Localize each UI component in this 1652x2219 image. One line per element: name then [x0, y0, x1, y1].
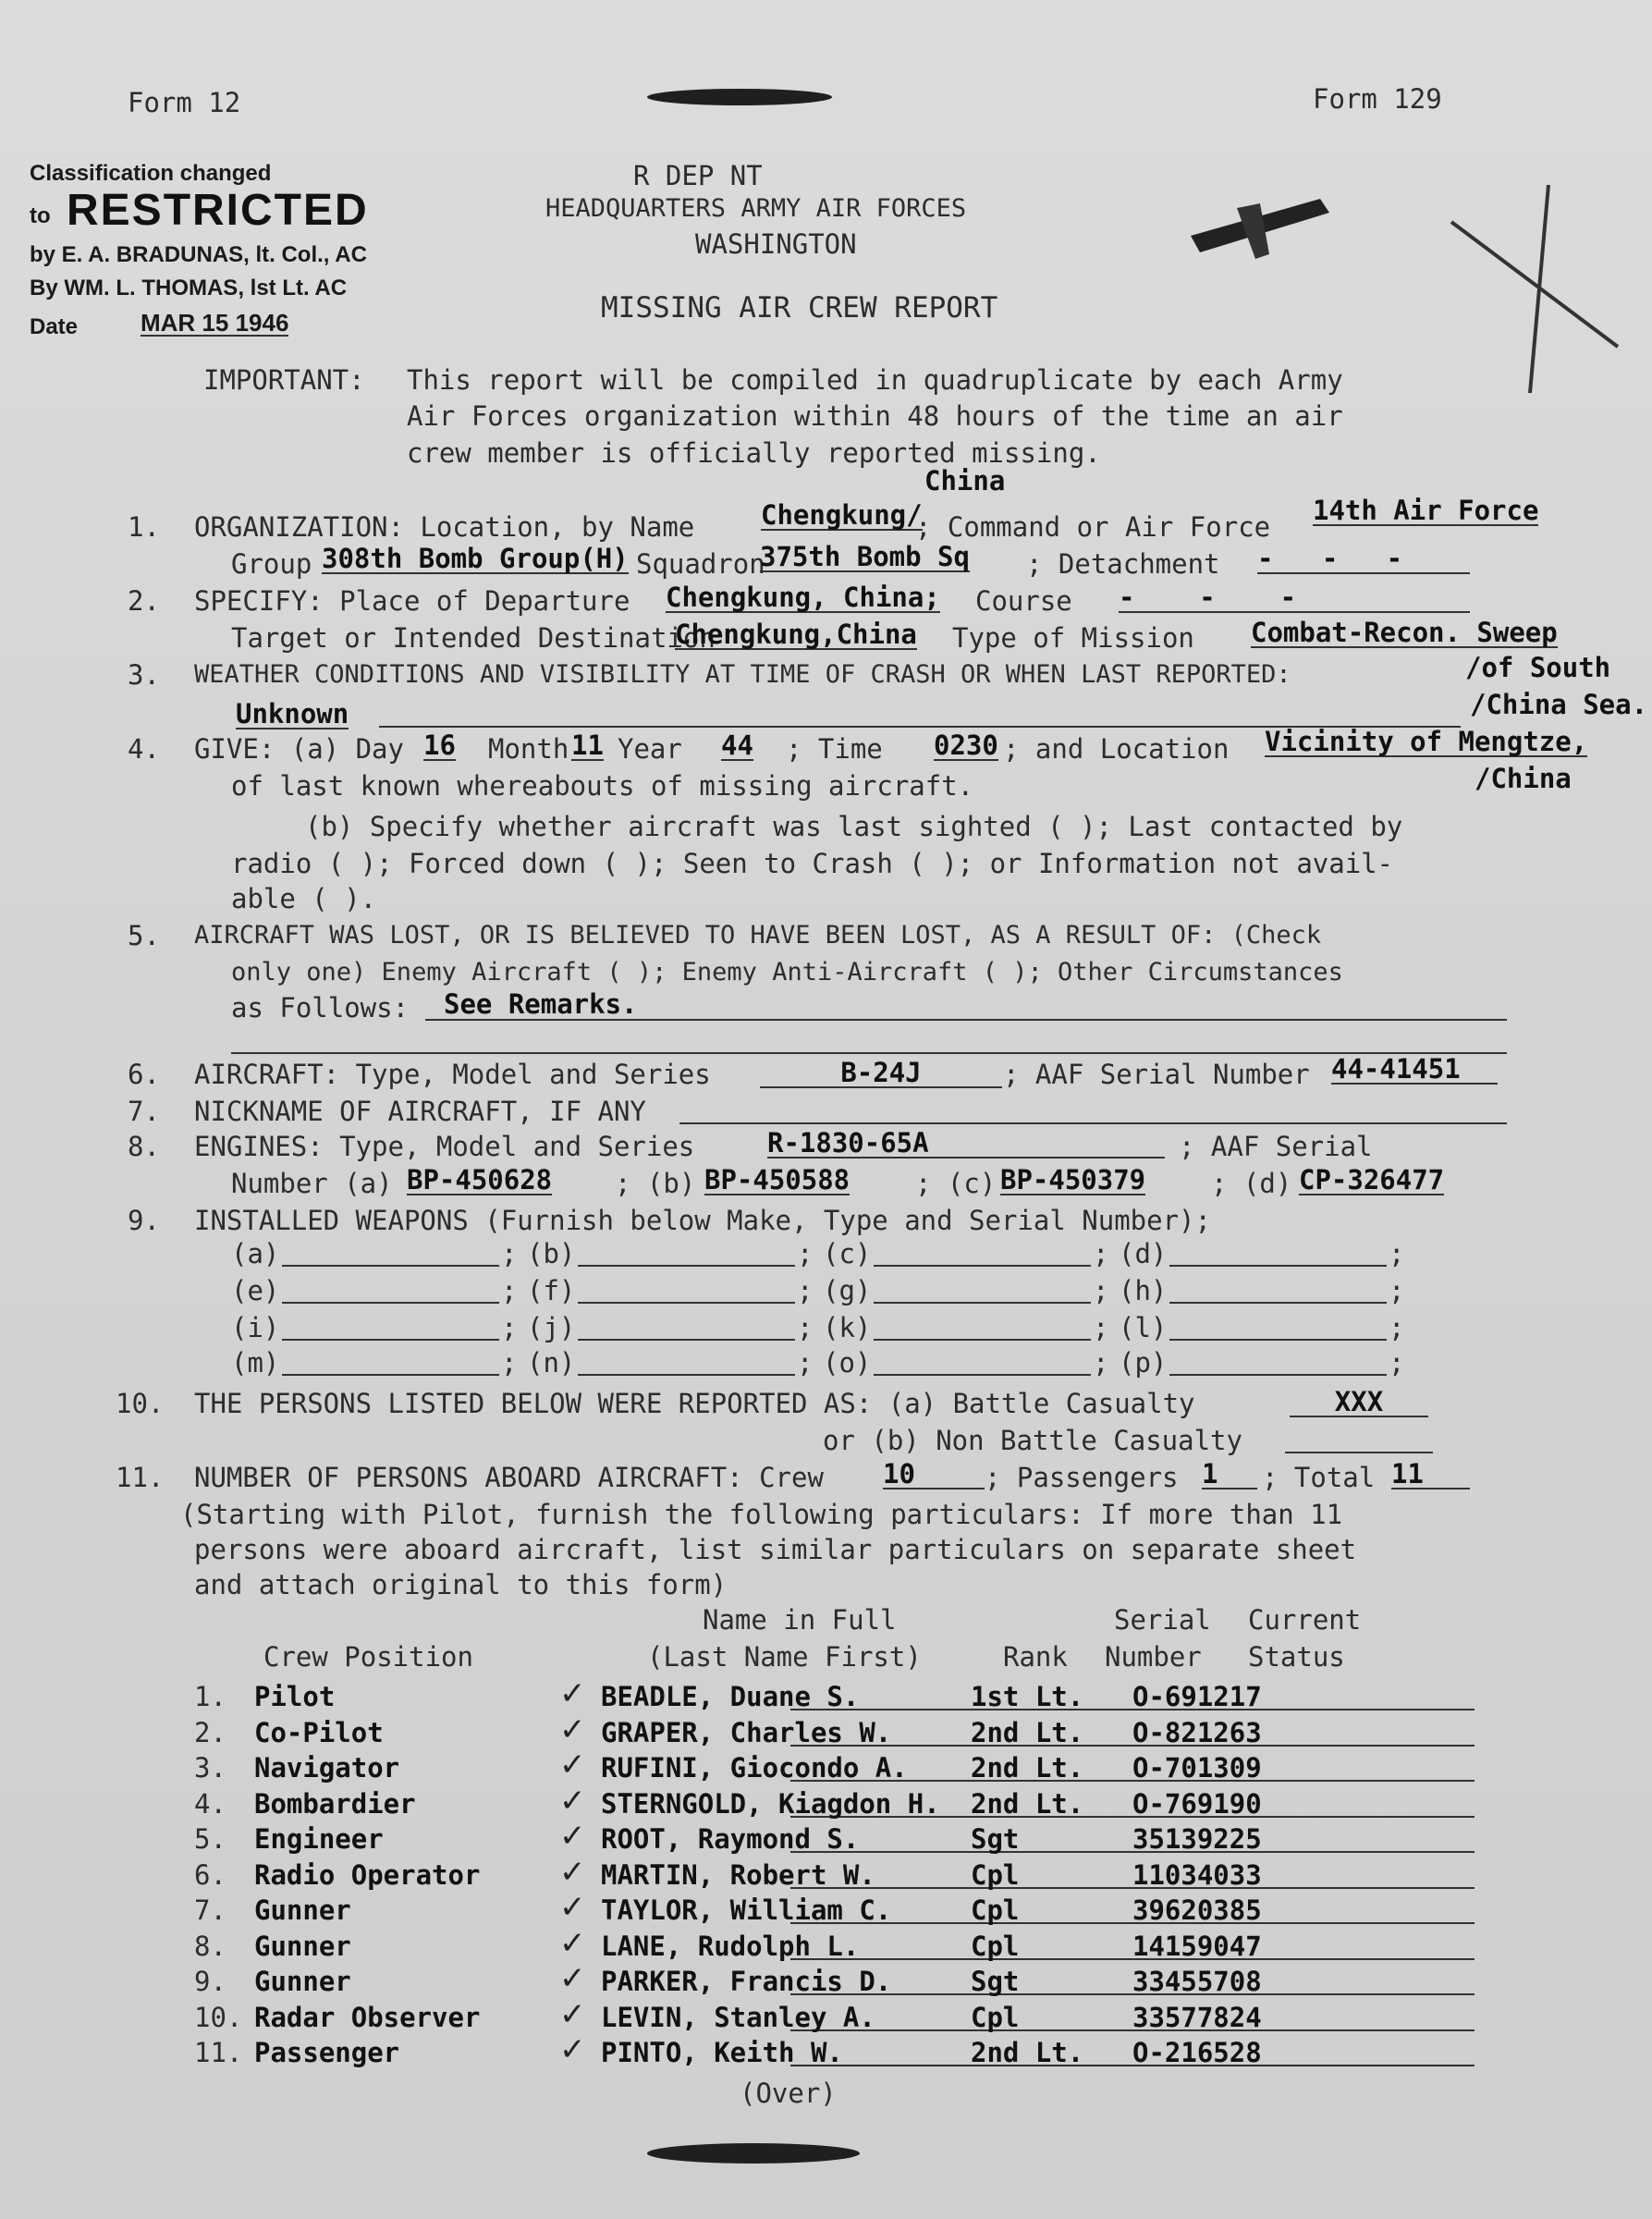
- engine-number-c-label: ; (c): [915, 1168, 997, 1199]
- crew-row: [194, 1752, 1488, 1787]
- location-label: ; and Location: [1003, 733, 1230, 765]
- weapon-slot-line: [1169, 1339, 1387, 1341]
- check-mark-icon: ✓: [559, 2031, 586, 2068]
- weapon-slot-label: (g): [823, 1275, 872, 1306]
- item-1-number: 1.: [128, 511, 160, 543]
- whereabouts-text: of last known whereabouts of missing aircraft.: [231, 770, 974, 802]
- crew-name: GRAPER, Charles W.: [601, 1717, 892, 1748]
- weapon-slot-label: (d): [1119, 1238, 1168, 1269]
- header-last-name-first: (Last Name First): [647, 1641, 922, 1673]
- weapon-slot-label: (h): [1119, 1275, 1168, 1306]
- crew-row-number: 3.: [194, 1752, 226, 1784]
- year-label: Year: [618, 733, 682, 765]
- weapon-slot-separator: ;: [1389, 1312, 1405, 1343]
- airplane-doodle-icon: [1181, 180, 1339, 268]
- weapon-slot-line: [1169, 1374, 1387, 1376]
- weapon-slot-separator: ;: [1093, 1275, 1109, 1306]
- item-7-number: 7.: [128, 1096, 160, 1127]
- weapon-slot-label: (f): [527, 1275, 576, 1306]
- crew-position: Gunner: [254, 1966, 351, 1997]
- engine-serial-label: ; AAF Serial: [1179, 1131, 1373, 1162]
- weapon-slot-line: [282, 1302, 499, 1304]
- weather-value: Unknown: [236, 698, 349, 729]
- total-count-value: 11: [1391, 1461, 1470, 1490]
- weapon-slot-line: [874, 1302, 1091, 1304]
- weapon-slot-label: (e): [231, 1275, 280, 1306]
- casualty-label: THE PERSONS LISTED BELOW WERE REPORTED AS: (a) Battle Casualty: [194, 1388, 1195, 1419]
- crew-position: Engineer: [254, 1823, 384, 1855]
- crew-rank: Cpl: [971, 1859, 1020, 1891]
- header-status: Status: [1248, 1641, 1345, 1673]
- classification-date: MAR 15 1946: [141, 309, 289, 337]
- item-10-number: 10.: [116, 1388, 165, 1419]
- detachment-label: ; Detachment: [1026, 548, 1220, 580]
- crew-row-number: 8.: [194, 1931, 226, 1962]
- departure-value: Chengkung, China;: [666, 582, 940, 613]
- weapon-slot-separator: ;: [797, 1312, 814, 1343]
- crew-row: [194, 1859, 1488, 1894]
- header-crew-position: Crew Position: [263, 1641, 473, 1673]
- classification-line-4: By WM. L. THOMAS, lst Lt. AC: [30, 276, 348, 300]
- command-value: 14th Air Force: [1313, 495, 1539, 526]
- header-serial: Serial: [1114, 1604, 1211, 1636]
- year-value: 44: [721, 729, 753, 761]
- classification-line-2a: to: [30, 203, 51, 228]
- crew-row-number: 6.: [194, 1859, 226, 1891]
- weapon-slot-separator: ;: [1389, 1238, 1405, 1269]
- crew-row-number: 11.: [194, 2037, 243, 2068]
- check-mark-icon: ✓: [559, 1747, 586, 1784]
- crew-row: [194, 1681, 1488, 1716]
- weapon-slot-label: (b): [527, 1238, 576, 1269]
- x-mark-icon: [1442, 185, 1627, 398]
- engine-number-b-label: ; (b): [615, 1168, 696, 1199]
- crew-rank: 2nd Lt.: [971, 1752, 1084, 1784]
- header-current: Current: [1248, 1604, 1362, 1636]
- check-mark-icon: ✓: [559, 1854, 586, 1891]
- crew-serial: 33455708: [1132, 1966, 1262, 1997]
- sighting-line-3: able ( ).: [231, 883, 377, 914]
- engine-number-d-label: ; (d): [1211, 1168, 1292, 1199]
- sighting-line-1: (b) Specify whether aircraft was last sighted ( ); Last contacted by: [305, 811, 1403, 842]
- crew-position: Bombardier: [254, 1788, 416, 1820]
- classification-date-label: Date: [30, 314, 79, 339]
- battle-casualty-value: XXX: [1290, 1389, 1428, 1417]
- crew-position: Gunner: [254, 1894, 351, 1926]
- weapon-slot-label: (l): [1119, 1312, 1168, 1343]
- crew-serial: O-216528: [1132, 2037, 1262, 2068]
- weapon-slot-label: (j): [527, 1312, 576, 1343]
- weather-label: WEATHER CONDITIONS AND VISIBILITY AT TIME OF CRASH OR WHEN LAST REPORTED:: [194, 660, 1291, 689]
- crew-position: Radar Observer: [254, 2002, 481, 2033]
- weapon-slot-separator: ;: [797, 1347, 814, 1379]
- passengers-count-value: 1: [1202, 1461, 1257, 1490]
- weapon-slot-separator: ;: [501, 1238, 518, 1269]
- group-value: 308th Bomb Group(H): [322, 543, 629, 574]
- crew-name: STERNGOLD, Kiagdon H.: [601, 1788, 940, 1820]
- important-label: IMPORTANT:: [203, 364, 365, 396]
- last-location-value: Vicinity of Mengtze,: [1265, 726, 1588, 757]
- check-mark-icon: ✓: [559, 1675, 586, 1712]
- time-label: ; Time: [786, 733, 883, 765]
- crew-row: [194, 1966, 1488, 2001]
- weapon-slot-line: [874, 1374, 1091, 1376]
- crew-row-number: 7.: [194, 1894, 226, 1926]
- crew-count-value: 10: [883, 1461, 985, 1490]
- crew-serial: O-691217: [1132, 1681, 1262, 1712]
- organization-label: ORGANIZATION: Location, by Name: [194, 511, 695, 543]
- check-mark-icon: ✓: [559, 1711, 586, 1748]
- mission-label: Type of Mission: [952, 622, 1194, 654]
- crew-row-number: 10.: [194, 2002, 243, 2033]
- crew-row: [194, 1788, 1488, 1823]
- loss-cause-line-3: as Follows:: [231, 992, 410, 1024]
- persons-aboard-line-4: and attach original to this form): [194, 1569, 728, 1600]
- last-location-continued: /China: [1475, 763, 1572, 794]
- aircraft-serial-value: 44-41451: [1331, 1056, 1498, 1085]
- weapon-slot-label: (i): [231, 1312, 280, 1343]
- weapon-slot-label: (a): [231, 1238, 280, 1269]
- weapon-slot-separator: ;: [1093, 1238, 1109, 1269]
- redaction-mark-bottom: [647, 2143, 860, 2164]
- form-number-right: Form 129: [1313, 83, 1442, 115]
- weapon-slot-separator: ;: [501, 1312, 518, 1343]
- crew-rank: Cpl: [971, 1894, 1020, 1926]
- crew-row: [194, 1931, 1488, 1966]
- crew-name: MARTIN, Robert W.: [601, 1859, 875, 1891]
- mission-value-continued-2: /China Sea.: [1470, 689, 1648, 720]
- engine-serial-a: BP-450628: [407, 1164, 553, 1195]
- month-label: Month: [488, 733, 569, 765]
- crew-position: Pilot: [254, 1681, 336, 1712]
- weapon-slot-label: (c): [823, 1238, 872, 1269]
- check-mark-icon: ✓: [559, 1996, 586, 2033]
- crew-position: Navigator: [254, 1752, 400, 1784]
- classification-line-3: by E. A. BRADUNAS, lt. Col., AC: [30, 242, 367, 267]
- weapon-slot-separator: ;: [797, 1238, 814, 1269]
- classification-line-1: Classification changed: [30, 161, 272, 186]
- loss-cause-line-1: AIRCRAFT WAS LOST, OR IS BELIEVED TO HAVE BEEN LOST, AS A RESULT OF: (Check: [194, 921, 1322, 950]
- item-9-number: 9.: [128, 1205, 160, 1236]
- engines-label: ENGINES: Type, Model and Series: [194, 1131, 695, 1162]
- departure-label: SPECIFY: Place of Departure: [194, 585, 630, 617]
- department-line-1: R DEP NT: [633, 160, 763, 191]
- weapon-slot-label: (n): [527, 1347, 576, 1379]
- crew-name: BEADLE, Duane S.: [601, 1681, 860, 1712]
- loss-cause-line-2: only one) Enemy Aircraft ( ); Enemy Anti-Aircraft ( ); Other Circumstances: [231, 958, 1343, 987]
- detachment-value: - - -: [1257, 546, 1470, 574]
- crew-rank: 1st Lt.: [971, 1681, 1084, 1712]
- crew-rank: Sgt: [971, 1966, 1020, 1997]
- persons-aboard-line-3: persons were aboard aircraft, list similar particulars on separate sheet: [194, 1534, 1357, 1565]
- crew-serial: O-769190: [1132, 1788, 1262, 1820]
- crew-serial: 11034033: [1132, 1859, 1262, 1891]
- crew-name: RUFINI, Giocondo A.: [601, 1752, 908, 1784]
- check-mark-icon: ✓: [559, 1960, 586, 1997]
- crew-name: ROOT, Raymond S.: [601, 1823, 860, 1855]
- crew-serial: 14159047: [1132, 1931, 1262, 1962]
- group-label: Group: [231, 548, 312, 580]
- restricted-stamp: RESTRICTED: [67, 186, 369, 235]
- give-day-label: GIVE: (a) Day: [194, 733, 404, 765]
- weapon-slot-separator: ;: [1389, 1275, 1405, 1306]
- loss-cause-value: See Remarks.: [444, 988, 638, 1020]
- item-3-number: 3.: [128, 659, 160, 691]
- crew-rank: Sgt: [971, 1823, 1020, 1855]
- aircraft-type-value: B-24J: [760, 1060, 1002, 1088]
- weapon-slot-separator: ;: [797, 1275, 814, 1306]
- loss-cause-underline-2: [231, 1052, 1507, 1054]
- squadron-label: Squadron: [636, 548, 765, 580]
- check-mark-icon: ✓: [559, 1889, 586, 1926]
- total-label: ; Total: [1262, 1462, 1376, 1493]
- time-value: 0230: [934, 729, 998, 761]
- crew-name: LEVIN, Stanley A.: [601, 2002, 875, 2033]
- check-mark-icon: ✓: [559, 1783, 586, 1820]
- important-line-3: crew member is officially reported missing.: [407, 437, 1101, 469]
- weapon-slot-line: [578, 1374, 795, 1376]
- weapon-slot-line: [578, 1339, 795, 1341]
- weapon-slot-line: [282, 1374, 499, 1376]
- item-5-number: 5.: [128, 920, 160, 951]
- item-4-number: 4.: [128, 733, 160, 765]
- crew-row: [194, 1717, 1488, 1752]
- weapon-slot-separator: ;: [501, 1275, 518, 1306]
- engine-serial-d: CP-326477: [1299, 1164, 1445, 1195]
- engine-number-a-label: Number (a): [231, 1168, 393, 1199]
- target-value: Chengkung,China: [675, 619, 917, 650]
- weapon-slot-line: [578, 1265, 795, 1267]
- department-line-2: HEADQUARTERS ARMY AIR FORCES: [545, 194, 967, 223]
- weapon-slot-separator: ;: [501, 1347, 518, 1379]
- check-mark-icon: ✓: [559, 1925, 586, 1962]
- engine-serial-b: BP-450588: [704, 1164, 850, 1195]
- crew-serial: O-701309: [1132, 1752, 1262, 1784]
- mission-value-continued-1: /of South: [1465, 652, 1611, 683]
- weapon-slot-line: [578, 1302, 795, 1304]
- course-value: - - -: [1119, 584, 1470, 613]
- weapon-slot-label: (o): [823, 1347, 872, 1379]
- crew-row-number: 4.: [194, 1788, 226, 1820]
- weapon-slot-separator: ;: [1093, 1312, 1109, 1343]
- weapon-slot-label: (m): [231, 1347, 280, 1379]
- crew-position: Gunner: [254, 1931, 351, 1962]
- weapon-slot-line: [282, 1265, 499, 1267]
- crew-position: Radio Operator: [254, 1859, 481, 1891]
- weapons-label: INSTALLED WEAPONS (Furnish below Make, Type and Serial Number);: [194, 1205, 1211, 1236]
- sighting-line-2: radio ( ); Forced down ( ); Seen to Crash ( ); or Information not avail-: [231, 848, 1394, 879]
- form-number-left: Form 12: [128, 87, 241, 118]
- crew-name: PINTO, Keith W.: [601, 2037, 843, 2068]
- location-value: Chengkung/: [761, 499, 923, 531]
- crew-position: Passenger: [254, 2037, 400, 2068]
- crew-name: PARKER, Francis D.: [601, 1966, 892, 1997]
- crew-rank: Cpl: [971, 2002, 1020, 2033]
- crew-rank: 2nd Lt.: [971, 1717, 1084, 1748]
- crew-row: [194, 1823, 1488, 1858]
- crew-name: TAYLOR, William C.: [601, 1894, 892, 1926]
- course-label: Course: [975, 585, 1072, 617]
- location-country: China: [924, 465, 1006, 497]
- crew-position: Co-Pilot: [254, 1717, 384, 1748]
- item-6-number: 6.: [128, 1059, 160, 1090]
- weapon-slot-line: [874, 1339, 1091, 1341]
- aircraft-type-label: AIRCRAFT: Type, Model and Series: [194, 1059, 711, 1090]
- header-number: Number: [1105, 1641, 1202, 1673]
- crew-row-number: 2.: [194, 1717, 226, 1748]
- command-label: ; Command or Air Force: [915, 511, 1271, 543]
- loss-cause-underline-1: [425, 1019, 1507, 1021]
- non-battle-casualty-label: or (b) Non Battle Casualty: [823, 1425, 1242, 1456]
- item-11-number: 11.: [116, 1462, 165, 1493]
- passengers-label: ; Passengers: [985, 1462, 1179, 1493]
- target-label: Target or Intended Destination: [231, 622, 716, 654]
- crew-serial: O-821263: [1132, 1717, 1262, 1748]
- crew-row: [194, 2002, 1488, 2037]
- important-line-2: Air Forces organization within 48 hours of the time an air: [407, 400, 1343, 432]
- over-note: (Over): [740, 2078, 837, 2109]
- weapon-slot-separator: ;: [1389, 1347, 1405, 1379]
- crew-serial: 39620385: [1132, 1894, 1262, 1926]
- day-value: 16: [423, 729, 456, 761]
- weapon-slot-line: [1169, 1265, 1387, 1267]
- item-2-number: 2.: [128, 585, 160, 617]
- important-line-1: This report will be compiled in quadruplicate by each Army: [407, 364, 1343, 396]
- weapon-slot-separator: ;: [1093, 1347, 1109, 1379]
- redaction-mark-top: [647, 89, 832, 105]
- crew-serial: 35139225: [1132, 1823, 1262, 1855]
- weapon-slot-line: [874, 1265, 1091, 1267]
- crew-row-number: 1.: [194, 1681, 226, 1712]
- mission-value: Combat-Recon. Sweep: [1251, 617, 1558, 648]
- department-line-3: WASHINGTON: [695, 228, 857, 260]
- persons-aboard-line-2: (Starting with Pilot, furnish the following particulars: If more than 11: [180, 1499, 1343, 1530]
- crew-row: [194, 2037, 1488, 2072]
- nickname-underline: [679, 1122, 1507, 1124]
- squadron-value: 375th Bomb Sq: [760, 541, 970, 572]
- crew-serial: 33577824: [1132, 2002, 1262, 2033]
- form-title: MISSING AIR CREW REPORT: [601, 291, 998, 325]
- check-mark-icon: ✓: [559, 1818, 586, 1855]
- weapon-slot-line: [1169, 1302, 1387, 1304]
- persons-aboard-label: NUMBER OF PERSONS ABOARD AIRCRAFT: Crew: [194, 1462, 824, 1493]
- aircraft-serial-label: ; AAF Serial Number: [1003, 1059, 1310, 1090]
- engine-type-value: R-1830-65A: [767, 1130, 1165, 1159]
- crew-rank: 2nd Lt.: [971, 2037, 1084, 2068]
- engine-serial-c: BP-450379: [1000, 1164, 1146, 1195]
- crew-name: LANE, Rudolph L.: [601, 1931, 860, 1962]
- crew-row-number: 5.: [194, 1823, 226, 1855]
- weapon-slot-label: (p): [1119, 1347, 1168, 1379]
- crew-rank: 2nd Lt.: [971, 1788, 1084, 1820]
- nickname-label: NICKNAME OF AIRCRAFT, IF ANY: [194, 1096, 646, 1127]
- month-value: 11: [571, 729, 604, 761]
- crew-rank: Cpl: [971, 1931, 1020, 1962]
- header-name-in-full: Name in Full: [703, 1604, 897, 1636]
- weapon-slot-line: [282, 1339, 499, 1341]
- header-rank: Rank: [1003, 1641, 1068, 1673]
- weapon-slot-label: (k): [823, 1312, 872, 1343]
- crew-row-number: 9.: [194, 1966, 226, 1997]
- item-8-number: 8.: [128, 1131, 160, 1162]
- crew-row: [194, 1894, 1488, 1930]
- non-battle-casualty-underline: [1285, 1452, 1433, 1453]
